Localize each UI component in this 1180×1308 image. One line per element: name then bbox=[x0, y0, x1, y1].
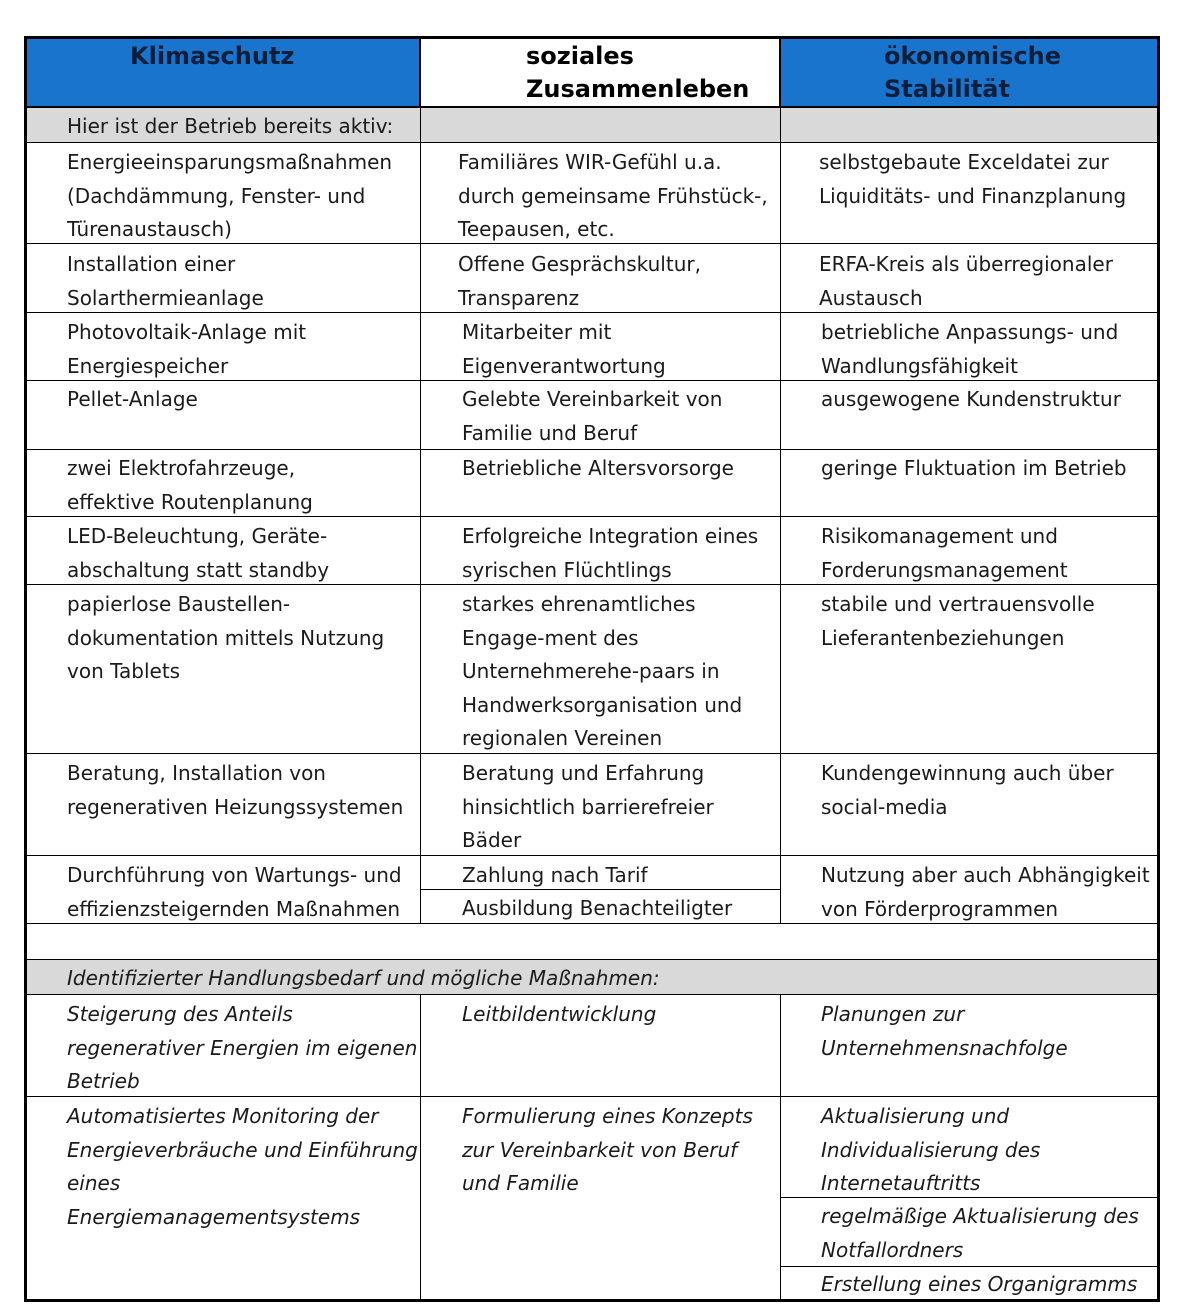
row-line bbox=[27, 142, 1157, 143]
row-line bbox=[27, 994, 1157, 995]
cell-oekonomie: Planungen zur Unternehmensnachfolge bbox=[821, 1002, 1068, 1060]
cell-oekonomie: betriebliche Anpassungs- und Wandlungsfähigkeit bbox=[821, 320, 1119, 378]
cell-klimaschutz: papierlose Baustellen- dokumentation mittels Nutzung von Tablets bbox=[67, 592, 385, 683]
cell-klimaschutz: Installation einer Solarthermieanlage bbox=[67, 252, 264, 310]
col-line bbox=[420, 994, 421, 1300]
spacer-row bbox=[27, 924, 1157, 959]
cell-soziales: Zahlung nach Tarif bbox=[462, 863, 648, 887]
header-oekonomische-stabilitaet: ökonomische Stabilität bbox=[884, 42, 1061, 103]
cell-oekonomie: Erstellung eines Organigramms bbox=[821, 1272, 1138, 1296]
section2-title: Identifizierter Handlungsbedarf und mögliche Maßnahmen: bbox=[67, 966, 660, 990]
cell-oekonomie: ausgewogene Kundenstruktur bbox=[821, 387, 1121, 411]
cell-soziales: Leitbildentwicklung bbox=[462, 1002, 657, 1026]
cell-soziales: Ausbildung Benachteiligter bbox=[462, 896, 733, 920]
cell-oekonomie: Kundengewinnung auch über social-media bbox=[821, 761, 1114, 819]
cell-oekonomie: Risikomanagement und Forderungsmanagement bbox=[821, 524, 1068, 582]
cell-klimaschutz: LED-Beleuchtung, Geräte- abschaltung statt standby bbox=[67, 524, 330, 582]
cell-soziales: Formulierung eines Konzepts zur Vereinbarkeit von Beruf und Familie bbox=[462, 1104, 753, 1195]
cell-soziales: Offene Gesprächskultur, Transparenz bbox=[458, 252, 701, 310]
cell-soziales: Betriebliche Altersvorsorge bbox=[462, 456, 734, 480]
cell-klimaschutz: Durchführung von Wartungs- und effizienzsteigernden Maßnahmen bbox=[67, 863, 402, 921]
cell-soziales: Gelebte Vereinbarkeit von Familie und Beruf bbox=[462, 387, 723, 445]
cell-klimaschutz: zwei Elektrofahrzeuge, effektive Routenplanung bbox=[67, 456, 313, 514]
col-line bbox=[780, 39, 781, 924]
header-col-line bbox=[419, 39, 421, 107]
cell-soziales: Erfolgreiche Integration eines syrischen Flüchtlings bbox=[462, 524, 759, 582]
cell-oekonomie: stabile und vertrauensvolle Lieferantenbeziehungen bbox=[821, 592, 1095, 650]
section1-title: Hier ist der Betrieb bereits aktiv: bbox=[67, 114, 394, 138]
cell-oekonomie: Nutzung aber auch Abhängigkeit von Förderprogrammen bbox=[821, 863, 1150, 921]
cell-klimaschutz: Pellet-Anlage bbox=[67, 387, 198, 411]
cell-klimaschutz: Steigerung des Anteils regenerativer Energien im eigenen Betrieb bbox=[67, 1002, 418, 1093]
cell-soziales: Beratung und Erfahrung hinsichtlich barrierefreier Bäder bbox=[462, 761, 714, 852]
cell-klimaschutz: Photovoltaik-Anlage mit Energiespeicher bbox=[67, 320, 307, 378]
cell-oekonomie: geringe Fluktuation im Betrieb bbox=[821, 456, 1127, 480]
col-line bbox=[420, 39, 421, 924]
header-bottom-line bbox=[24, 106, 1160, 108]
cell-klimaschutz: Energieeinsparungsmaßnahmen (Dachdämmung, Fenster- und Türenaustausch) bbox=[67, 150, 393, 241]
cell-klimaschutz: Automatisiertes Monitoring der Energieverbräuche und Einführung eines Energiemanagementsystems bbox=[67, 1104, 418, 1229]
cell-oekonomie: regelmäßige Aktualisierung des Notfallordners bbox=[821, 1204, 1139, 1262]
row-line bbox=[27, 959, 1157, 960]
cell-oekonomie: ERFA-Kreis als überregionaler Austausch bbox=[819, 252, 1113, 310]
cell-oekonomie: selbstgebaute Exceldatei zur Liquiditäts- und Finanzplanung bbox=[819, 150, 1127, 208]
cell-soziales: Mitarbeiter mit Eigenverantwortung bbox=[462, 320, 666, 378]
header-soziales-zusammenleben: soziales Zusammenleben bbox=[526, 42, 750, 103]
header-col-line bbox=[779, 39, 781, 107]
cell-soziales: starkes ehrenamtliches Engage-ment des Unternehmerehe-paars in Handwerksorganisation und regionalen Vereinen bbox=[462, 592, 743, 750]
cell-klimaschutz: Beratung, Installation von regenerativen Heizungssystemen bbox=[67, 761, 404, 819]
cell-oekonomie: Aktualisierung und Individualisierung des Internetauftritts bbox=[821, 1104, 1041, 1195]
header-klimaschutz: Klimaschutz bbox=[130, 42, 295, 70]
cell-soziales: Familiäres WIR-Gefühl u.a. durch gemeinsame Frühstück-, Teepausen, etc. bbox=[458, 150, 768, 241]
col-line bbox=[780, 994, 781, 1300]
